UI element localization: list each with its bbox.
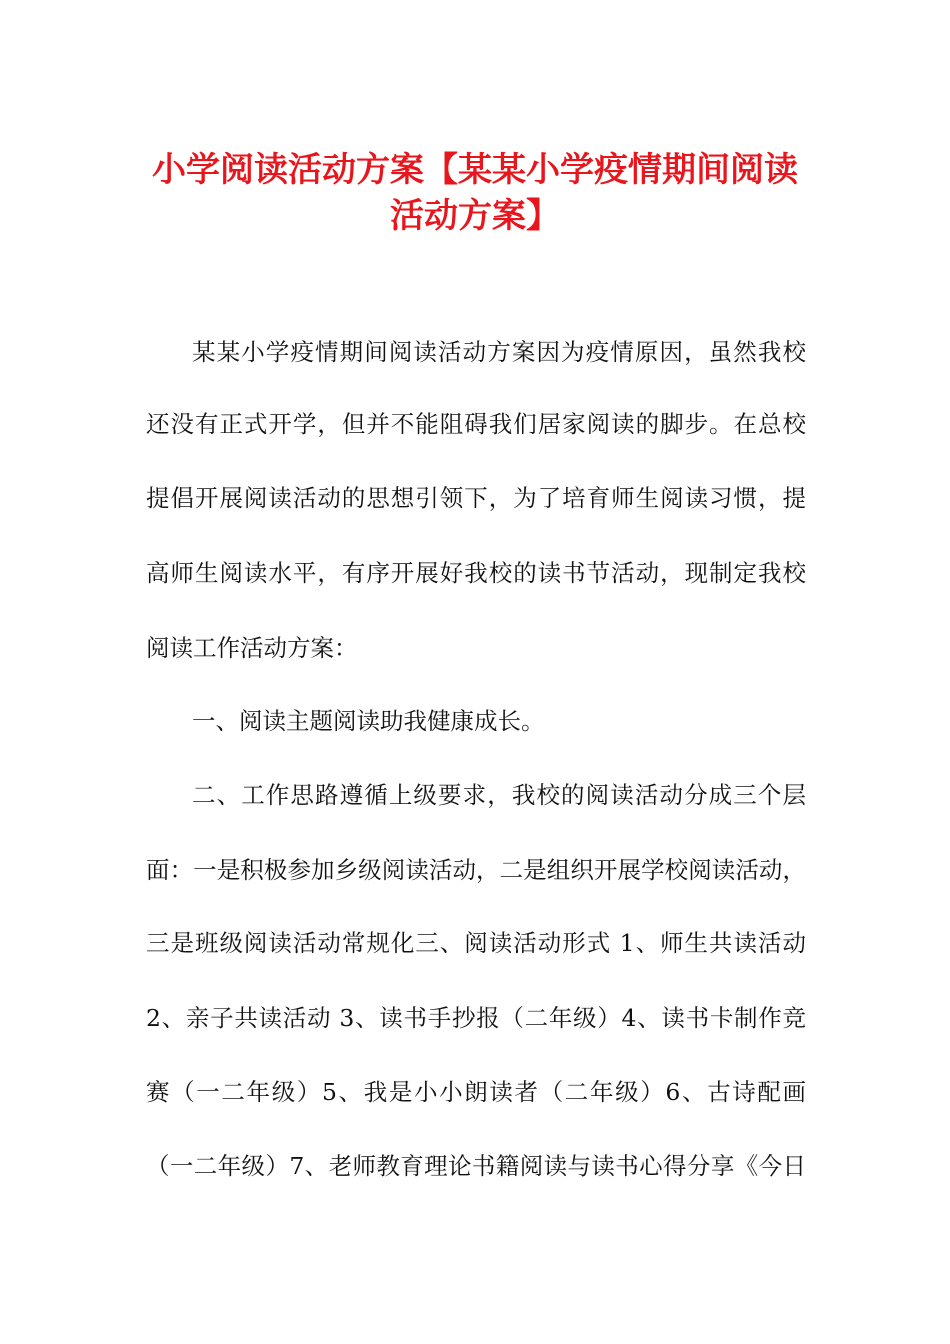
paragraph-line: 2、亲子共读活动 3、读书手抄报（二年级）4、读书卡制作竞 (146, 1004, 806, 1032)
paragraph-line: 面：一是积极参加乡级阅读活动，二是组织开展学校阅读活动， (146, 856, 806, 884)
paragraph-line: 某某小学疫情期间阅读活动方案因为疫情原因，虽然我校 (192, 338, 806, 366)
paragraph-line: （一二年级）7、老师教育理论书籍阅读与读书心得分享《今日 (146, 1152, 806, 1180)
document-title-line-1: 小学阅读活动方案【某某小学疫情期间阅读 (152, 150, 798, 190)
document-title-line-2: 活动方案】 (390, 196, 560, 236)
paragraph-line: 提倡开展阅读活动的思想引领下，为了培育师生阅读习惯，提 (146, 484, 806, 512)
section-heading-theme: 一、阅读主题阅读助我健康成长。 (192, 707, 545, 735)
paragraph-line: 还没有正式开学，但并不能阻碍我们居家阅读的脚步。在总校 (146, 410, 806, 438)
paragraph-line: 阅读工作活动方案： (146, 634, 358, 662)
paragraph-line: 赛（一二年级）5、我是小小朗读者（二年级）6、古诗配画 (146, 1078, 806, 1106)
paragraph-line: 二、工作思路遵循上级要求，我校的阅读活动分成三个层 (192, 781, 806, 809)
paragraph-line: 三是班级阅读活动常规化三、阅读活动形式 1、师生共读活动 (146, 929, 806, 957)
paragraph-line: 高师生阅读水平，有序开展好我校的读书节活动，现制定我校 (146, 559, 806, 587)
